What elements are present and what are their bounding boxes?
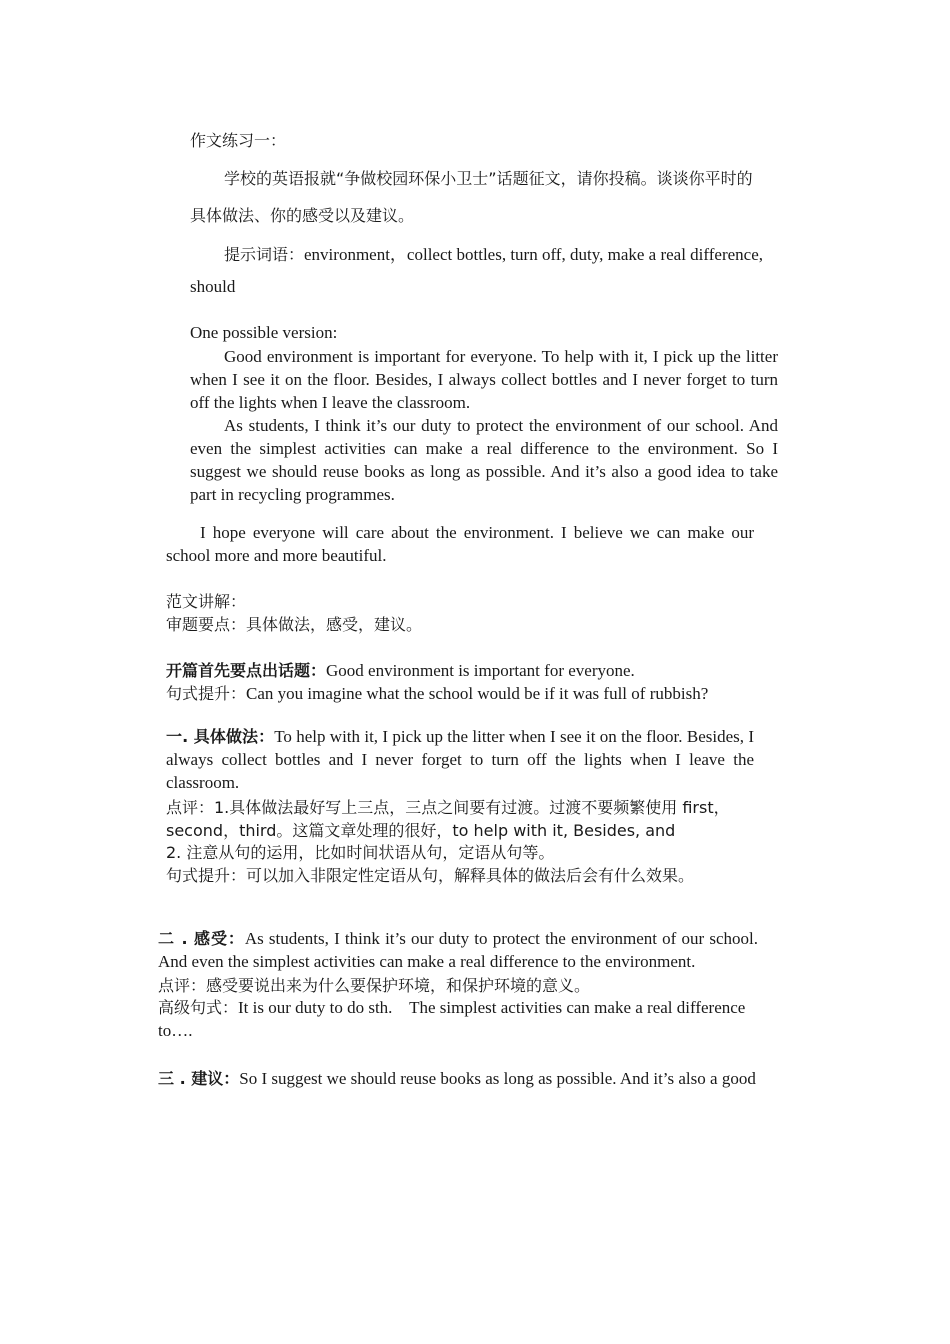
section-1-comment-2: 2. 注意从句的运用，比如时间状语从句，定语从句等。 [166,843,555,862]
prompt-line-1: 学校的英语报就“争做校园环保小卫士”话题征文，请你投稿。谈谈你平时的 [224,169,753,188]
exercise-heading: 作文练习一： [190,131,287,150]
section-1-comment-1b: second，third。这篇文章处理的很好，to help with it, Besides, and [166,821,676,840]
hint-words: environment，collect bottles, turn off, duty, make a real difference, [304,245,764,264]
hint-words-cont: should [190,277,236,296]
hint-words-line [224,240,780,265]
section-1-paragraph [166,725,754,794]
section-2-advanced-label: 高级句式： [158,998,239,1017]
section-3-label: 三 . 建议： [158,1069,240,1088]
section-1-text: To help with it, I pick up the litter when I see it on the floor. Besides, I always collect bottles and I never forget to turn off the lights when I leave the classroom. [166,727,754,792]
hint-label: 提示词语： [224,245,305,264]
section-2-label: 二 . 感受： [158,929,245,948]
opening-text: Good environment is important for everyone. [326,661,635,680]
section-1-comment-1a: 点评：1.具体做法最好写上三点，三点之间要有过渡。过渡不要频繁使用 first， [166,798,730,817]
section-3-line [158,1066,756,1089]
prompt-line-2: 具体做法、你的感受以及建议。 [190,206,415,225]
analysis-title: 范文讲解： [166,592,247,611]
key-points: 审题要点：具体做法，感受，建议。 [166,615,423,634]
sample-paragraph-2: As students, I think it’s our duty to protect the environment of our school. And even the simplest activities can make a real difference to the environment. So I suggest we should reuse books as long as possible. And it’s also a good idea to take part in recycling programmes. [190,416,778,504]
sample-paragraph-3: I hope everyone will care about the environment. I believe we can make our school more and more beautiful. [166,523,754,565]
section-3-text: So I suggest we should reuse books as long as possible. And it’s also a good [239,1069,756,1088]
section-2-advanced-text: It is our duty to do sth. The simplest activities can make a real difference to…. [158,998,750,1040]
section-2-paragraph [158,927,758,973]
opening-upgrade-line [166,681,708,704]
opening-upgrade-label: 句式提升： [166,684,247,703]
section-1-label: 一. 具体做法： [166,727,275,746]
section-2-advanced-line [158,996,758,1042]
sample-paragraph-1: Good environment is important for everyone. To help with it, I pick up the litter when I see it on the floor. Besides, I always collect bottles and I never forget to turn off the lights when I leave the classroom. [190,347,778,412]
opening-label: 开篇首先要点出话题： [166,661,327,680]
sample-label: One possible version: [190,323,338,342]
section-1-upgrade: 句式提升：可以加入非限定性定语从句，解释具体的做法后会有什么效果。 [166,866,695,885]
section-2-text: As students, I think it’s our duty to protect the environment of our school. And even the simplest activities can make a real difference to the environment. [158,929,758,971]
section-2-comment: 点评：感受要说出来为什么要保护环境，和保护环境的意义。 [158,976,591,995]
opening-upgrade-text: Can you imagine what the school would be if it was full of rubbish? [246,684,709,703]
opening-line [166,658,635,681]
